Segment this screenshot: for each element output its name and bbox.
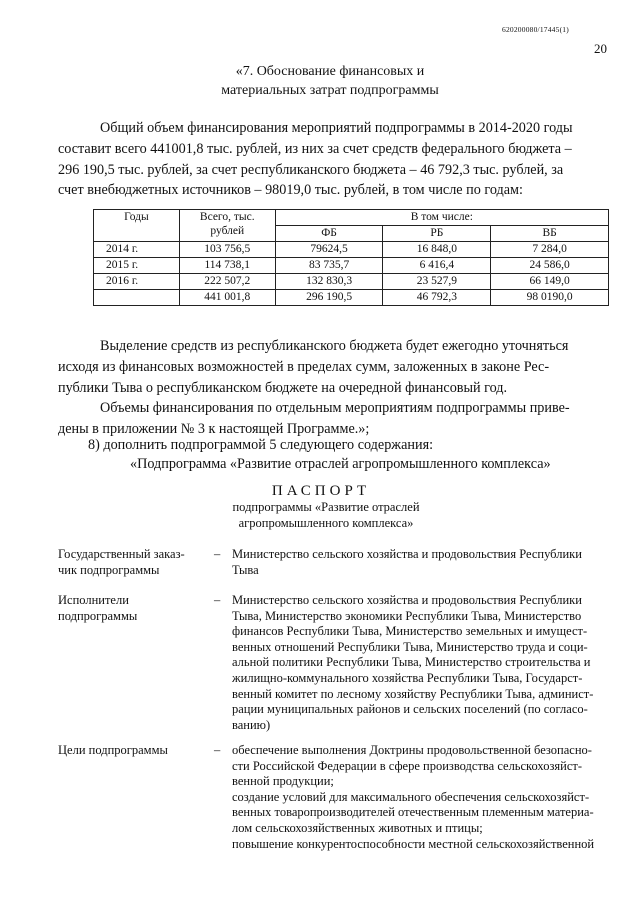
table-cell-vb: 98 0190,0 (491, 290, 609, 306)
table-cell-total: 222 507,2 (179, 274, 275, 290)
passport-title: ПАСПОРТ (271, 483, 371, 499)
table-cell-year: 2014 г. (94, 242, 180, 258)
passport-row-dash: – (214, 547, 221, 561)
value-line: Тыва, Министерство экономики Республики Тыва, Министерство (232, 608, 582, 623)
value-line: финансов Республики Тыва, Министерство земельных и имущест- (232, 624, 588, 639)
table-cell-rb: 46 792,3 (383, 290, 491, 306)
table-cell-fb: 296 190,5 (275, 290, 383, 306)
table-cell-total: 114 738,1 (179, 258, 275, 274)
value-line: рации муниципальных районов и сельских поселений (по согласо- (232, 702, 588, 717)
passport-row-label (58, 743, 198, 759)
passport-subtitle-line: агропромышленного комплекса» (238, 516, 414, 530)
paragraph-line: дены в приложении № 3 к настоящей Программе.»; (58, 420, 370, 437)
table-cell-year (94, 290, 180, 306)
passport-row-label (58, 547, 198, 578)
value-line: жилищно-коммунального хозяйства Республики Тыва, Государст- (232, 670, 583, 685)
passport-row-value (232, 743, 610, 852)
page-number: 20 (594, 41, 607, 56)
table-cell-rb: 6 416,4 (383, 258, 491, 274)
table-cell-year: 2015 г. (94, 258, 180, 274)
label-line: Государственный заказ- (58, 547, 185, 561)
paragraph-line: 296 190,5 тыс. рублей, за счет республиканского бюджета – 46 792,3 тыс. рублей, за (58, 161, 564, 178)
value-line: лом сельскохозяйственных животных и птицы; (232, 820, 483, 835)
table-cell-year: 2016 г. (94, 274, 180, 290)
paragraph-line: составит всего 441001,8 тыс. рублей, из них за счет средств федерального бюджета – (58, 140, 572, 157)
intro-paragraph (58, 118, 606, 201)
value-line: венной продукции; (232, 774, 334, 789)
table-cell-total: 103 756,5 (179, 242, 275, 258)
table-header-vb: ВБ (491, 226, 609, 242)
table-header-including: В том числе: (275, 210, 608, 226)
table-cell-rb: 16 848,0 (383, 242, 491, 258)
table-header-total: Всего, тыс. рублей (179, 210, 275, 242)
value-line: Министерство сельского хозяйства и продовольствия Республики (232, 593, 582, 607)
table-cell-fb: 132 830,3 (275, 274, 383, 290)
passport-row-value (232, 547, 610, 578)
table-cell-vb: 24 586,0 (491, 258, 609, 274)
table-cell-fb: 83 735,7 (275, 258, 383, 274)
table-header-fb: ФБ (275, 226, 383, 242)
paragraph-line: Выделение средств из республиканского бюджета будет ежегодно уточняться (100, 338, 569, 354)
value-line: Министерство сельского хозяйства и продовольствия Республики (232, 547, 582, 561)
table-cell-vb: 66 149,0 (491, 274, 609, 290)
paragraph-line: публики Тыва о республиканском бюджете на очередной финансовый год. (58, 379, 508, 396)
passport-row-value (232, 593, 610, 733)
section-heading-line: «7. Обоснование финансовых и (235, 64, 425, 79)
passport-row-label (58, 593, 198, 624)
table-row-total (94, 290, 609, 306)
table-cell-fb: 79624,5 (275, 242, 383, 258)
label-line: Исполнители (58, 593, 129, 607)
value-line: создание условий для максимального обеспечения сельскохозяйст- (232, 789, 590, 804)
value-line: альной политики Республики Тыва, Министерство строительства и (232, 655, 591, 670)
value-line: сти Российской Федерации в сфере производства сельскохозяйст- (232, 758, 582, 773)
table-header-years: Годы (94, 210, 180, 242)
passport-row-dash: – (214, 593, 221, 607)
table-row (94, 242, 609, 258)
paragraph-line: исходя из финансовых возможностей в пределах сумм, заложенных в законе Рес- (58, 358, 550, 375)
passport-subtitle-line: подпрограммы «Развитие отраслей (232, 500, 420, 514)
section-heading (140, 62, 520, 100)
table-header-rb: РБ (383, 226, 491, 242)
table-cell-rb: 23 527,9 (383, 274, 491, 290)
volumes-paragraph (58, 398, 606, 440)
value-line: повышение конкурентоспособности местной сельскохозяйственной (232, 836, 595, 851)
value-line: Тыва (232, 562, 259, 577)
allocation-paragraph (58, 336, 606, 398)
value-line: венный комитет по лесному хозяйству Республики Тыва, админист- (232, 686, 594, 701)
passport-subtitle (196, 499, 456, 531)
finance-table (93, 209, 609, 306)
subprogram-title: «Подпрограмма «Развитие отраслей агропромышленного комплекса» (130, 456, 551, 472)
label-line: подпрограммы (58, 608, 138, 623)
passport-row-dash: – (214, 743, 221, 757)
paragraph-line: счет внебюджетных источников – 98019,0 тыс. рублей, в том числе по годам: (58, 182, 523, 199)
paragraph-line: Объемы финансирования по отдельным мероприятиям подпрограммы приве- (100, 400, 570, 416)
paragraph-line: Общий объем финансирования мероприятий подпрограммы в 2014-2020 годы (100, 120, 573, 136)
section-heading-line: материальных затрат подпрограммы (221, 83, 439, 98)
value-line: ванию) (232, 717, 271, 732)
label-line: чик подпрограммы (58, 562, 160, 577)
table-cell-vb: 7 284,0 (491, 242, 609, 258)
label-line: Цели подпрограммы (58, 743, 168, 757)
table-row (94, 258, 609, 274)
document-number: 620200080/17445(1) (502, 25, 569, 34)
value-line: венных отношений Республики Тыва, Министерство труда и соци- (232, 639, 588, 654)
value-line: венных товаропроизводителей отечественным племенным материа- (232, 805, 594, 820)
item-8-paragraph: 8) дополнить подпрограммой 5 следующего содержания: (88, 437, 434, 453)
table-cell-total: 441 001,8 (179, 290, 275, 306)
value-line: обеспечение выполнения Доктрины продовольственной безопасно- (232, 743, 592, 757)
table-row (94, 274, 609, 290)
